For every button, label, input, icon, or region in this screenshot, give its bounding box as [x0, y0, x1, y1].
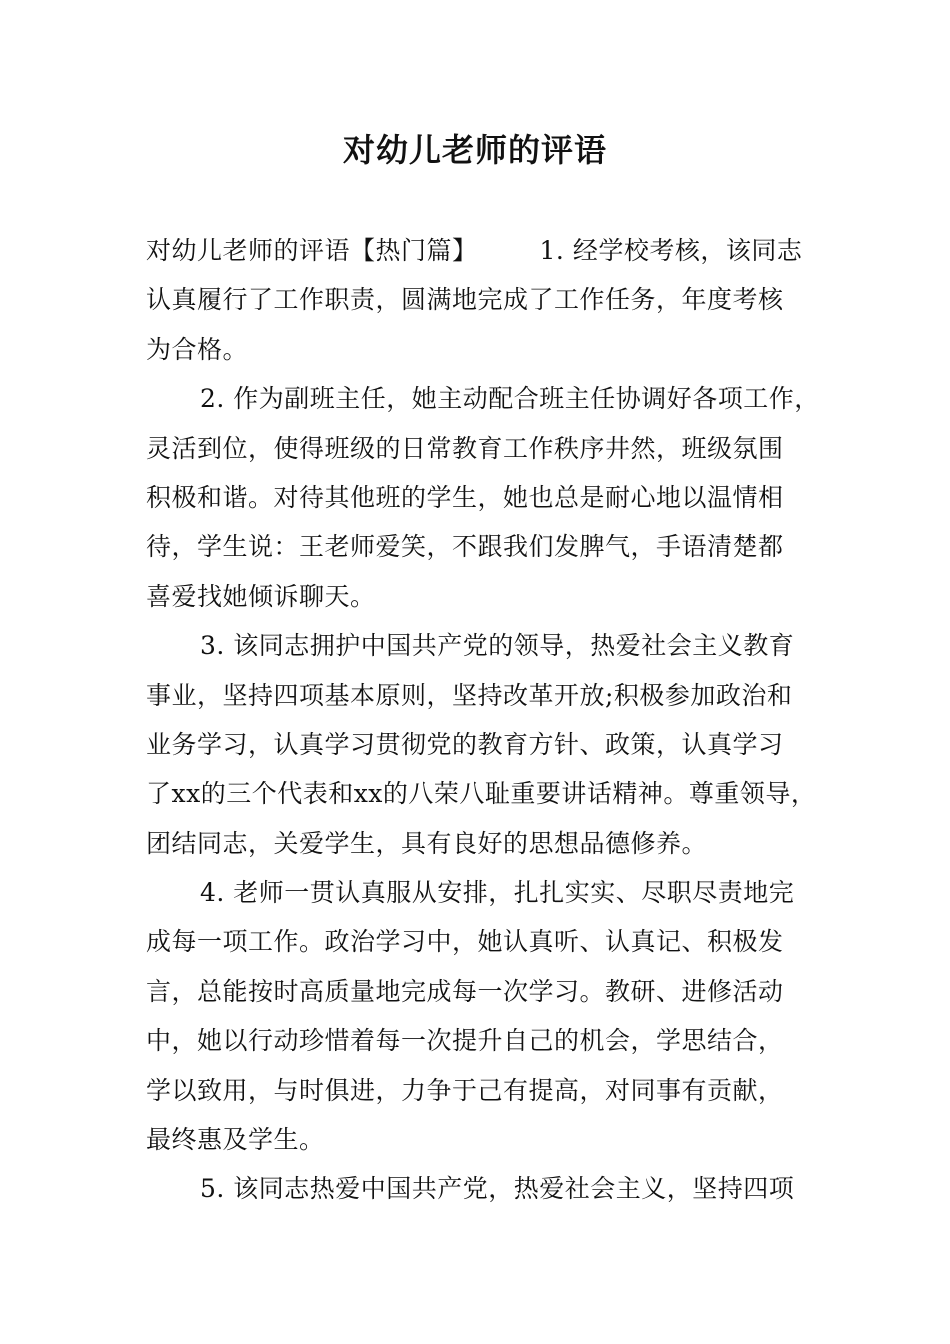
body-line-1	[146, 226, 808, 275]
body-line-11: 业务学习，认真学习贯彻党的教育方针、政策，认真学习	[146, 729, 784, 759]
body-line-16: 言，总能按时高质量地完成每一次学习。教研、进修活动	[146, 976, 784, 1006]
body-line-8: 喜爱找她倾诉聊天。	[146, 581, 376, 611]
document-body	[146, 226, 820, 1214]
body-line-19: 最终惠及学生。	[146, 1125, 325, 1155]
body-line-7: 待，学生说：王老师爱笑，不跟我们发脾气，手语清楚都	[146, 532, 784, 562]
body-line-17: 中，她以行动珍惜着每一次提升自己的机会，学思结合，	[146, 1026, 784, 1056]
body-line-14: 4. 老师一贯认真服从安排，扎扎实实、尽职尽责地完	[200, 878, 795, 908]
body-line-6: 积极和谐。对待其他班的学生，她也总是耐心地以温情相	[146, 482, 784, 512]
document-title: 对幼儿老师的评语	[342, 131, 607, 169]
body-line-12: 了xx的三个代表和xx的八荣八耻重要讲话精神。尊重领导，	[146, 779, 817, 809]
body-line-3: 为合格。	[146, 334, 249, 364]
body-line-15: 成每一项工作。政治学习中，她认真听、认真记、积极发	[146, 927, 784, 957]
body-line-18: 学以致用，与时俱进，力争于己有提高，对同事有贡献，	[146, 1075, 784, 1105]
body-line-2: 认真履行了工作职责，圆满地完成了工作任务，年度考核	[146, 285, 784, 315]
body-line-20: 5. 该同志热爱中国共产党，热爱社会主义，坚持四项	[200, 1174, 795, 1204]
item-1-start: 1. 经学校考核，该同志	[539, 236, 803, 265]
body-line-13: 团结同志，关爱学生，具有良好的思想品德修养。	[146, 828, 708, 858]
body-line-9: 3. 该同志拥护中国共产党的领导，热爱社会主义教育	[200, 631, 795, 661]
body-line-4: 2. 作为副班主任，她主动配合班主任协调好各项工作，	[200, 384, 820, 414]
article-heading: 对幼儿老师的评语【热门篇】	[146, 236, 478, 265]
body-line-5: 灵活到位，使得班级的日常教育工作秩序井然，班级氛围	[146, 433, 784, 463]
body-line-10: 事业，坚持四项基本原则，坚持改革开放;积极参加政治和	[146, 680, 793, 710]
